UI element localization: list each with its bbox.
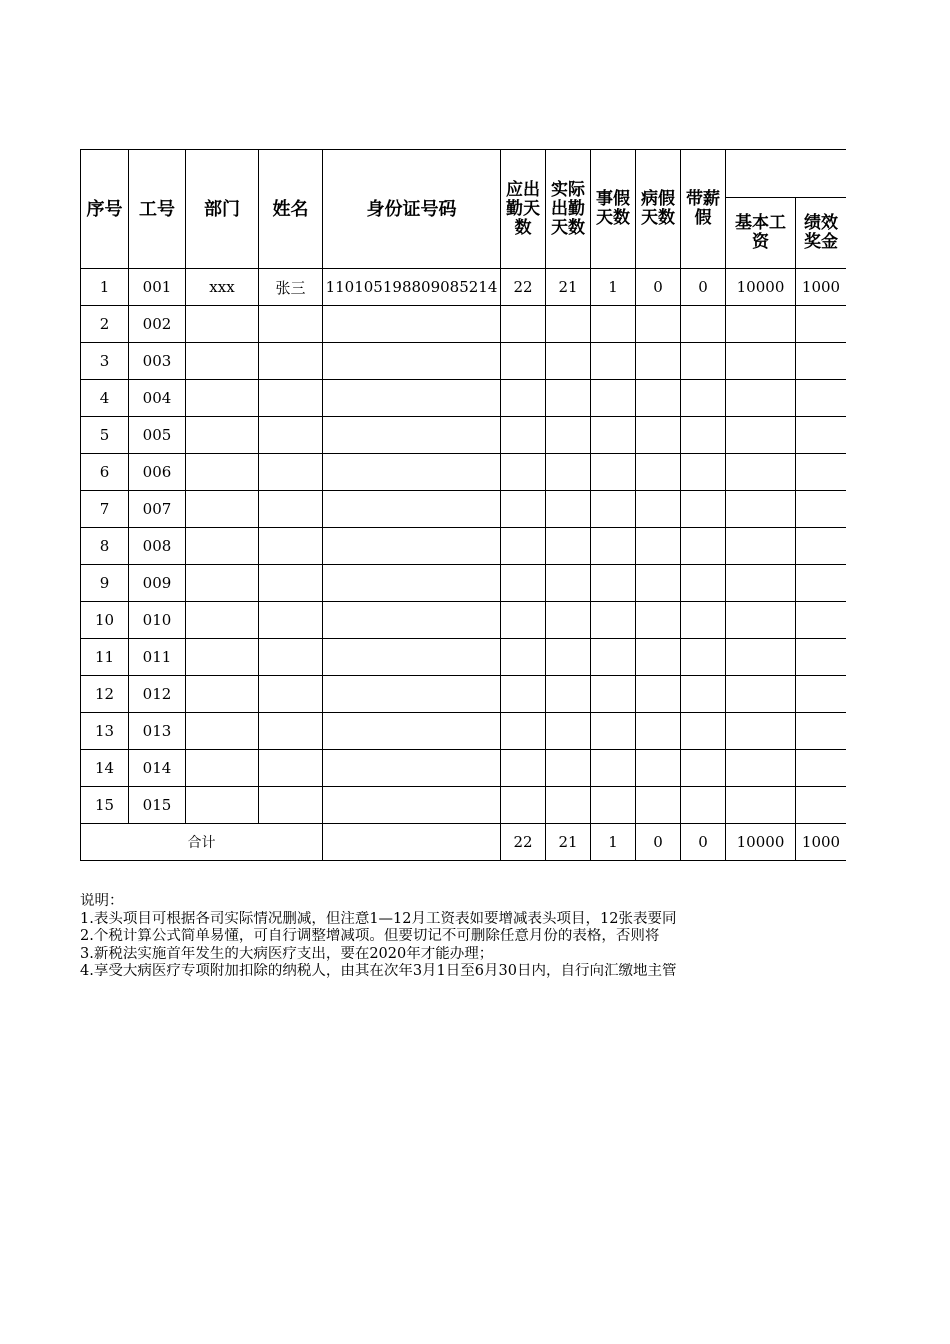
table-row <box>81 417 847 454</box>
cell-sick-leave <box>636 639 681 676</box>
cell-id-number <box>323 380 501 417</box>
cell-emp-no: 002 <box>129 306 186 343</box>
cell-paid-leave <box>681 713 726 750</box>
cell-name <box>259 787 323 824</box>
cell-actual-days <box>546 602 591 639</box>
cell-base-salary <box>726 750 796 787</box>
cell-base-salary <box>726 306 796 343</box>
cell-personal-leave <box>591 787 636 824</box>
header-dept: 部门 <box>186 150 259 269</box>
cell-personal-leave <box>591 528 636 565</box>
cell-sick-leave <box>636 676 681 713</box>
cell-bonus <box>796 713 847 750</box>
cell-actual-days <box>546 565 591 602</box>
table-row <box>81 491 847 528</box>
cell-base-salary <box>726 639 796 676</box>
cell-sick-leave <box>636 343 681 380</box>
cell-id-number <box>323 713 501 750</box>
cell-base-salary <box>726 417 796 454</box>
cell-name <box>259 639 323 676</box>
cell-name <box>259 417 323 454</box>
cell-base-salary <box>726 602 796 639</box>
cell-id-number <box>323 454 501 491</box>
cell-emp-no: 006 <box>129 454 186 491</box>
cell-due-days <box>501 454 546 491</box>
cell-bonus <box>796 306 847 343</box>
cell-paid-leave: 0 <box>681 269 726 306</box>
total-base-salary: 10000 <box>726 824 796 861</box>
total-paid-leave: 0 <box>681 824 726 861</box>
cell-personal-leave <box>591 565 636 602</box>
cell-due-days <box>501 491 546 528</box>
cell-sick-leave <box>636 306 681 343</box>
cell-seq: 9 <box>81 565 129 602</box>
table-row <box>81 454 847 491</box>
cell-id-number <box>323 602 501 639</box>
cell-due-days <box>501 713 546 750</box>
cell-paid-leave <box>681 417 726 454</box>
cell-base-salary <box>726 713 796 750</box>
cell-base-salary <box>726 565 796 602</box>
cell-id-number <box>323 676 501 713</box>
cell-dept <box>186 417 259 454</box>
cell-sick-leave <box>636 491 681 528</box>
cell-actual-days <box>546 750 591 787</box>
cell-actual-days <box>546 491 591 528</box>
cell-base-salary <box>726 787 796 824</box>
cell-sick-leave <box>636 380 681 417</box>
table-row <box>81 306 847 343</box>
cell-seq: 4 <box>81 380 129 417</box>
table-row <box>81 528 847 565</box>
cell-name <box>259 528 323 565</box>
cell-emp-no: 004 <box>129 380 186 417</box>
cell-bonus <box>796 454 847 491</box>
total-bonus: 1000 <box>796 824 847 861</box>
cell-dept <box>186 602 259 639</box>
cell-actual-days <box>546 528 591 565</box>
cell-seq: 14 <box>81 750 129 787</box>
notes-line-2: 2.个税计算公式简单易懂，可自行调整增减项。但要切记不可删除任意月份的表格，否则将 <box>80 928 660 944</box>
cell-actual-days: 21 <box>546 269 591 306</box>
cell-personal-leave: 1 <box>591 269 636 306</box>
header-bonus: 绩效奖金 <box>796 198 847 269</box>
cell-base-salary <box>726 454 796 491</box>
cell-name <box>259 713 323 750</box>
cell-emp-no: 007 <box>129 491 186 528</box>
cell-paid-leave <box>681 343 726 380</box>
cell-personal-leave <box>591 306 636 343</box>
total-personal-leave: 1 <box>591 824 636 861</box>
payroll-table <box>80 149 846 861</box>
cell-name <box>259 602 323 639</box>
cell-bonus <box>796 787 847 824</box>
table-row <box>81 380 847 417</box>
header-seq: 序号 <box>81 150 129 269</box>
cell-actual-days <box>546 343 591 380</box>
cell-emp-no: 011 <box>129 639 186 676</box>
table-row <box>81 602 847 639</box>
cell-name <box>259 306 323 343</box>
notes-section <box>80 893 846 981</box>
total-actual-days: 21 <box>546 824 591 861</box>
cell-seq: 6 <box>81 454 129 491</box>
cell-sick-leave <box>636 417 681 454</box>
cell-bonus <box>796 639 847 676</box>
notes-line-4: 4.享受大病医疗专项附加扣除的纳税人，由其在次年3月1日至6月30日内，自行向汇缴地主管 <box>80 963 677 979</box>
cell-name <box>259 343 323 380</box>
cell-paid-leave <box>681 639 726 676</box>
cell-emp-no: 008 <box>129 528 186 565</box>
cell-base-salary: 10000 <box>726 269 796 306</box>
cell-base-salary <box>726 528 796 565</box>
header-row-top <box>81 150 847 198</box>
cell-due-days <box>501 602 546 639</box>
header-name: 姓名 <box>259 150 323 269</box>
cell-bonus <box>796 417 847 454</box>
cell-actual-days <box>546 639 591 676</box>
cell-bonus <box>796 491 847 528</box>
header-emp-no: 工号 <box>129 150 186 269</box>
cell-seq: 15 <box>81 787 129 824</box>
cell-personal-leave <box>591 750 636 787</box>
cell-name: 张三 <box>259 269 323 306</box>
cell-name <box>259 676 323 713</box>
cell-bonus <box>796 602 847 639</box>
cell-id-number <box>323 565 501 602</box>
cell-dept <box>186 750 259 787</box>
cell-dept <box>186 787 259 824</box>
cell-base-salary <box>726 491 796 528</box>
cell-seq: 2 <box>81 306 129 343</box>
cell-id-number <box>323 528 501 565</box>
cell-due-days <box>501 380 546 417</box>
table-row <box>81 676 847 713</box>
table-row <box>81 639 847 676</box>
notes-line-1: 1.表头项目可根据各司实际情况删减，但注意1—12月工资表如要增减表头项目，12张表要同 <box>80 910 677 927</box>
cell-dept <box>186 306 259 343</box>
cell-id-number <box>323 343 501 380</box>
cell-bonus <box>796 750 847 787</box>
cell-dept <box>186 491 259 528</box>
cell-paid-leave <box>681 454 726 491</box>
cell-paid-leave <box>681 528 726 565</box>
table-row <box>81 343 847 380</box>
cell-bonus <box>796 380 847 417</box>
cell-emp-no: 005 <box>129 417 186 454</box>
total-due-days: 22 <box>501 824 546 861</box>
cell-seq: 1 <box>81 269 129 306</box>
cell-sick-leave <box>636 565 681 602</box>
cell-due-days <box>501 343 546 380</box>
cell-sick-leave <box>636 750 681 787</box>
cell-actual-days <box>546 306 591 343</box>
table-row <box>81 750 847 787</box>
cell-emp-no: 014 <box>129 750 186 787</box>
cell-actual-days <box>546 454 591 491</box>
cell-personal-leave <box>591 639 636 676</box>
header-salary-group <box>726 150 847 198</box>
cell-name <box>259 565 323 602</box>
table-body <box>81 269 847 824</box>
cell-personal-leave <box>591 602 636 639</box>
cell-bonus <box>796 343 847 380</box>
header-due-days: 应出勤天数 <box>501 150 546 269</box>
cell-id-number <box>323 417 501 454</box>
cell-emp-no: 010 <box>129 602 186 639</box>
cell-actual-days <box>546 676 591 713</box>
cell-sick-leave <box>636 454 681 491</box>
cell-name <box>259 454 323 491</box>
cell-due-days <box>501 417 546 454</box>
cell-seq: 3 <box>81 343 129 380</box>
cell-seq: 7 <box>81 491 129 528</box>
header-personal-leave: 事假天数 <box>591 150 636 269</box>
cell-paid-leave <box>681 750 726 787</box>
cell-paid-leave <box>681 787 726 824</box>
cell-emp-no: 013 <box>129 713 186 750</box>
cell-actual-days <box>546 417 591 454</box>
cell-due-days <box>501 306 546 343</box>
cell-personal-leave <box>591 454 636 491</box>
cell-emp-no: 012 <box>129 676 186 713</box>
table-row <box>81 787 847 824</box>
cell-emp-no: 001 <box>129 269 186 306</box>
table-header <box>81 150 847 269</box>
cell-name <box>259 750 323 787</box>
cell-emp-no: 003 <box>129 343 186 380</box>
cell-bonus <box>796 528 847 565</box>
cell-dept <box>186 380 259 417</box>
cell-dept <box>186 639 259 676</box>
cell-sick-leave: 0 <box>636 269 681 306</box>
cell-id-number <box>323 491 501 528</box>
cell-name <box>259 380 323 417</box>
cell-name <box>259 491 323 528</box>
header-actual-days: 实际出勤天数 <box>546 150 591 269</box>
cell-seq: 11 <box>81 639 129 676</box>
cell-id-number <box>323 306 501 343</box>
cell-paid-leave <box>681 602 726 639</box>
header-id-number: 身份证号码 <box>323 150 501 269</box>
cell-id-number: 110105198809085214 <box>323 269 501 306</box>
cell-dept <box>186 528 259 565</box>
cell-dept <box>186 343 259 380</box>
notes-title: 说明： <box>80 893 124 909</box>
cell-sick-leave <box>636 713 681 750</box>
cell-seq: 12 <box>81 676 129 713</box>
cell-bonus <box>796 565 847 602</box>
cell-due-days <box>501 787 546 824</box>
cell-dept <box>186 454 259 491</box>
cell-due-days <box>501 676 546 713</box>
header-base-salary: 基本工资 <box>726 198 796 269</box>
cell-paid-leave <box>681 565 726 602</box>
cell-sick-leave <box>636 787 681 824</box>
header-paid-leave: 带薪假 <box>681 150 726 269</box>
header-sick-leave: 病假天数 <box>636 150 681 269</box>
cell-personal-leave <box>591 343 636 380</box>
cell-base-salary <box>726 676 796 713</box>
cell-bonus <box>796 676 847 713</box>
table-row <box>81 713 847 750</box>
cell-actual-days <box>546 787 591 824</box>
cell-paid-leave <box>681 491 726 528</box>
cell-due-days <box>501 528 546 565</box>
cell-personal-leave <box>591 491 636 528</box>
cell-bonus: 1000 <box>796 269 847 306</box>
table-footer <box>81 824 847 861</box>
cell-dept <box>186 713 259 750</box>
cell-base-salary <box>726 343 796 380</box>
cell-personal-leave <box>591 380 636 417</box>
cell-personal-leave <box>591 417 636 454</box>
cell-paid-leave <box>681 676 726 713</box>
total-row <box>81 824 847 861</box>
cell-due-days <box>501 750 546 787</box>
cell-paid-leave <box>681 306 726 343</box>
cell-base-salary <box>726 380 796 417</box>
cell-dept <box>186 676 259 713</box>
cell-id-number <box>323 787 501 824</box>
cell-due-days <box>501 639 546 676</box>
cell-paid-leave <box>681 380 726 417</box>
cell-emp-no: 015 <box>129 787 186 824</box>
cell-emp-no: 009 <box>129 565 186 602</box>
notes-line-3: 3.新税法实施首年发生的大病医疗支出，要在2020年才能办理； <box>80 945 494 962</box>
table-row <box>81 565 847 602</box>
cell-actual-days <box>546 713 591 750</box>
cell-personal-leave <box>591 676 636 713</box>
cell-dept: xxx <box>186 269 259 306</box>
cell-seq: 13 <box>81 713 129 750</box>
total-sick-leave: 0 <box>636 824 681 861</box>
cell-sick-leave <box>636 528 681 565</box>
cell-id-number <box>323 639 501 676</box>
cell-seq: 5 <box>81 417 129 454</box>
cell-personal-leave <box>591 713 636 750</box>
cell-seq: 8 <box>81 528 129 565</box>
cell-seq: 10 <box>81 602 129 639</box>
cell-id-number <box>323 750 501 787</box>
cell-due-days <box>501 565 546 602</box>
total-id-number <box>323 824 501 861</box>
cell-due-days: 22 <box>501 269 546 306</box>
table-row <box>81 269 847 306</box>
cell-dept <box>186 565 259 602</box>
cell-actual-days <box>546 380 591 417</box>
cell-sick-leave <box>636 602 681 639</box>
total-label: 合计 <box>81 824 323 861</box>
payroll-table-area <box>80 149 846 865</box>
